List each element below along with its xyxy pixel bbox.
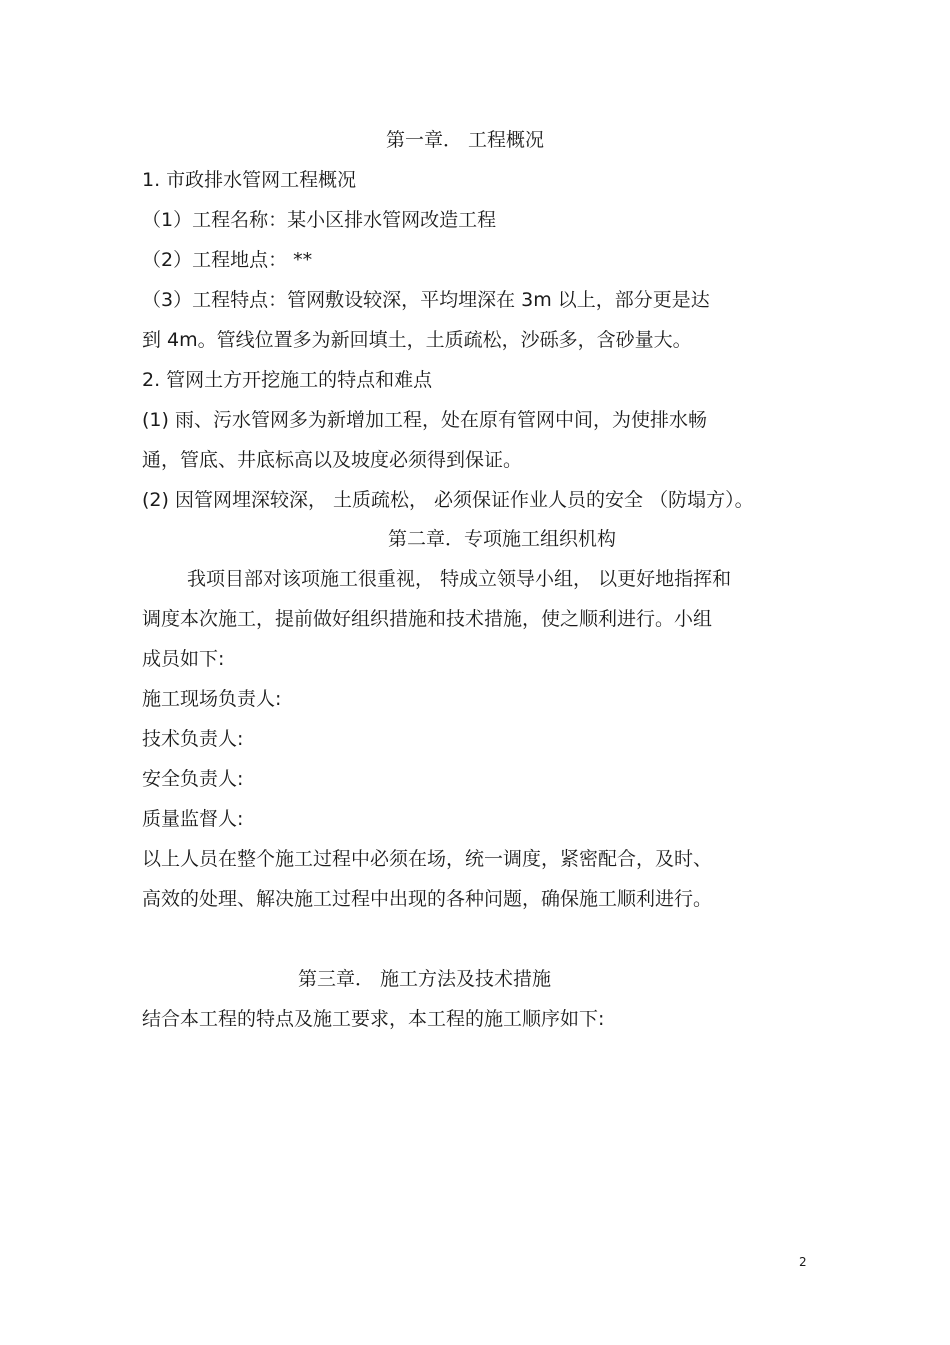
chapter-3-heading: 第三章． 施工方法及技术措施 [298, 968, 552, 990]
project-features-line-1: （3）工程特点：管网敷设较深，平均埋深在 3m 以上，部分更是达 [142, 289, 710, 311]
section-2-title: 2. 管网土方开挖施工的特点和难点 [142, 369, 433, 391]
section-1-title: 1. 市政排水管网工程概况 [142, 169, 357, 191]
org-closing-line-1: 以上人员在整个施工过程中必须在场，统一调度，紧密配合，及时、 [142, 848, 713, 870]
page-number: 2 [799, 1255, 807, 1269]
quality-supervisor-label: 质量监督人: [142, 808, 244, 830]
safety-manager-label: 安全负责人: [142, 768, 244, 790]
org-intro-line-2: 调度本次施工，提前做好组织措施和技术措施，使之顺利进行。小组 [142, 608, 713, 630]
chapter-1-heading: 第一章． 工程概况 [386, 129, 545, 151]
project-location-item: （2）工程地点： ** [142, 249, 313, 271]
site-manager-label: 施工现场负责人: [142, 688, 282, 710]
chapter-2-heading: 第二章．专项施工组织机构 [388, 528, 617, 550]
org-intro-line-1: 我项目部对该项施工很重视， 特成立领导小组， 以更好地指挥和 [187, 568, 732, 590]
construction-sequence-intro: 结合本工程的特点及施工要求，本工程的施工顺序如下: [142, 1008, 605, 1030]
org-closing-line-2: 高效的处理、解决施工过程中出现的各种问题，确保施工顺利进行。 [142, 888, 713, 910]
project-name-item: （1）工程名称：某小区排水管网改造工程 [142, 209, 497, 231]
difficulty-point-1-line-2: 通，管底、井底标高以及坡度必须得到保证。 [142, 449, 523, 471]
technical-manager-label: 技术负责人: [142, 728, 244, 750]
difficulty-point-1-line-1: (1) 雨、污水管网多为新增加工程，处在原有管网中间，为使排水畅 [142, 409, 707, 431]
project-features-line-2: 到 4m。管线位置多为新回填土，土质疏松，沙砾多，含砂量大。 [142, 329, 692, 351]
org-intro-line-3: 成员如下: [142, 648, 225, 670]
difficulty-point-2: (2) 因管网埋深较深， 土质疏松， 必须保证作业人员的安全 （防塌方）。 [142, 489, 754, 511]
